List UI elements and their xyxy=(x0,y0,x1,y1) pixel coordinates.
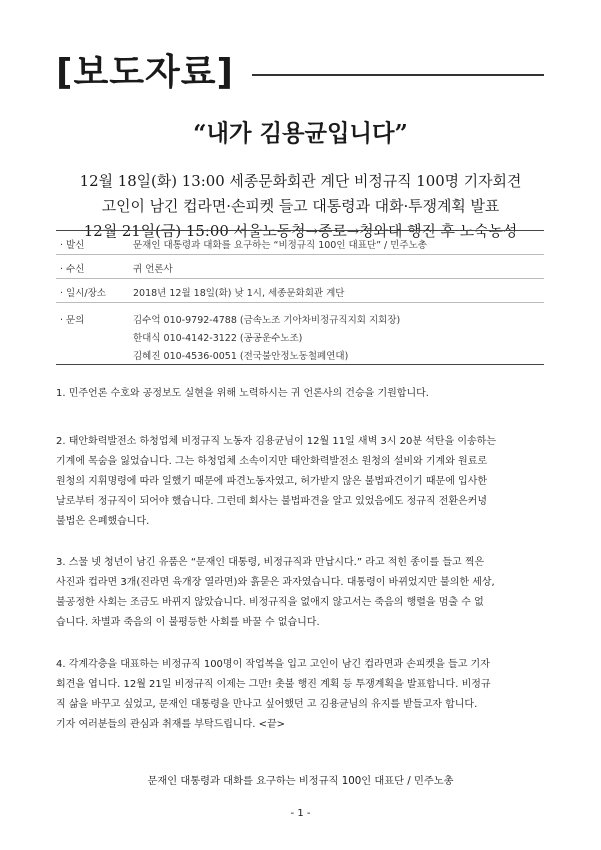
info-row-contact xyxy=(56,302,544,365)
info-row-recipient xyxy=(56,254,544,279)
page-number: - 1 - xyxy=(290,808,311,819)
info-value: 한대식 010-4142-3122 (공공운수노조) xyxy=(133,333,303,344)
paragraph-line: 불법은 은폐했습니다. xyxy=(56,516,150,527)
headline: “내가 김용균입니다” xyxy=(193,120,408,147)
info-label: · 발신 xyxy=(60,240,85,251)
info-value: 귀 언론사 xyxy=(133,264,173,275)
info-label: · 문의 xyxy=(60,315,85,326)
paragraph-line: 2. 태안화력발전소 하청업체 비정규직 노동자 김용균님이 12월 11일 새벽 3시 20분 석탄을 이송하는 xyxy=(56,436,496,447)
subhead-2: 고인이 남긴 컵라면·손피켓 들고 대통령과 대화·투쟁계획 발표 xyxy=(101,197,500,215)
info-label: · 일시/장소 xyxy=(60,288,106,299)
paragraph-line: 1. 민주언론 수호와 공정보도 실현을 위해 노력하시는 귀 언론사의 건승을 기원합니다. xyxy=(56,388,429,399)
paragraph-line: 불공정한 사회는 조금도 바뀌지 않았습니다. 비정규직을 없애지 않고서는 죽음의 행렬을 멈출 수 없 xyxy=(56,597,484,608)
info-value: 2018년 12월 18일(화) 낮 1시, 세종문화회관 계단 xyxy=(133,288,345,299)
paragraph-line: 4. 각계각층을 대표하는 비정규직 100명이 작업복을 입고 고인이 남긴 컵라면과 손피켓을 들고 기자 xyxy=(56,659,490,670)
press-release-title: [보도자료] xyxy=(56,52,235,93)
paragraph-line: 습니다. 차별과 죽음의 이 불평등한 사회를 바꿀 수 없습니다. xyxy=(56,617,320,628)
info-label: · 수신 xyxy=(60,264,85,275)
paragraph-line: 원청의 지휘명령에 따라 일했기 때문에 파견노동자였고, 허가받지 않은 불법파견이기 때문에 입사한 xyxy=(56,476,488,487)
paragraph-line: 사진과 컵라면 3개(진라면 육개장 열라면)와 흙묻은 과자였습니다. 대통령이 바뀌었지만 불의한 세상, xyxy=(56,577,495,588)
info-row-sender xyxy=(56,230,544,255)
subhead-3: 12월 21일(금) 15:00 서울노동청→종로→청와대 행진 후 노숙농성 xyxy=(83,222,518,240)
paragraph-line: 회견을 엽니다. 12월 21일 비정규직 이제는 그만! 촛불 행진 계획 등 투쟁계획을 발표합니다. 비정규 xyxy=(56,679,491,690)
footer-organization: 문재인 대통령과 대화를 요구하는 비정규직 100인 대표단 / 민주노총 xyxy=(147,775,454,787)
paragraph-line: 기계에 목숨을 잃었습니다. 그는 하청업체 소속이지만 태안화력발전소 원청의 설비와 기계와 원료로 xyxy=(56,456,488,467)
info-value: 문재인 대통령과 대화를 요구하는 “비정규직 100인 대표단” / 민주노총 xyxy=(133,240,427,251)
subhead-1: 12월 18일(화) 13:00 세종문화회관 계단 비정규직 100명 기자회견 xyxy=(79,172,522,190)
info-row-datetime-place xyxy=(56,278,544,303)
paragraph-line: 기자 여러분들의 관심과 취재를 부탁드립니다. <끝> xyxy=(56,719,286,730)
info-value: 김혜진 010-4536-0051 (전국불안정노동철폐연대) xyxy=(133,351,349,362)
info-value: 김수억 010-9792-4788 (금속노조 기아차비정규직지회 지회장) xyxy=(133,315,401,326)
paragraph-line: 직 삶을 바꾸고 싶었고, 문재인 대통령을 만나고 싶어했던 고 김용균님의 유지를 받들고자 합니다. xyxy=(56,699,478,710)
paragraph-line: 날로부터 정규직이 되어야 했습니다. 그런데 회사는 불법파견을 알고 있었음에도 정규직 전환은커녕 xyxy=(56,496,488,507)
paragraph-line: 3. 스물 넷 청년이 남긴 유품은 “문재인 대통령, 비정규직과 만납시다.” 라고 적힌 종이를 들고 찍은 xyxy=(56,557,485,568)
header-divider xyxy=(252,74,544,76)
